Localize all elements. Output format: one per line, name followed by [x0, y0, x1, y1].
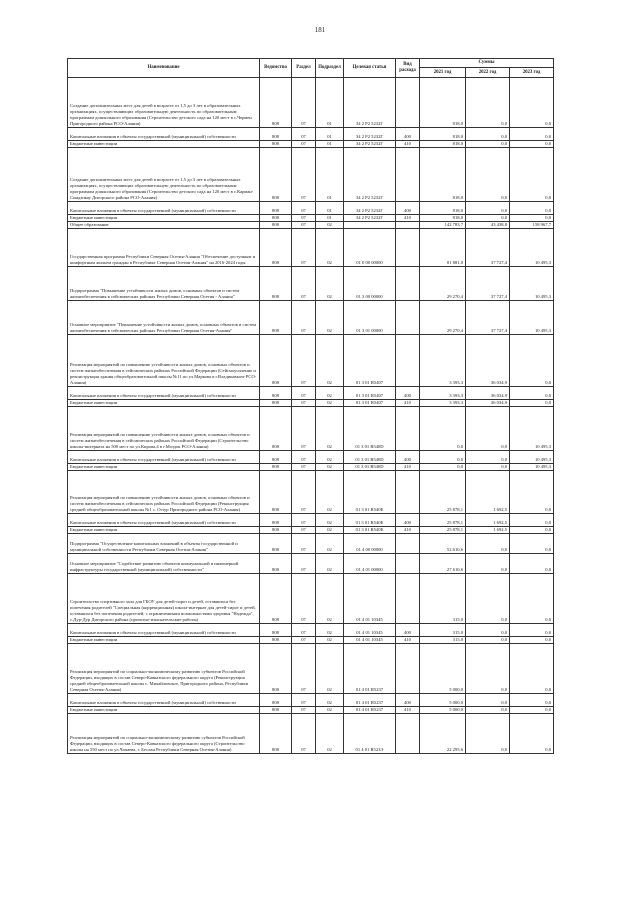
cell-sum-2023: 0,0	[510, 574, 554, 624]
cell-target: 01 3 00 00000	[344, 267, 396, 301]
cell-exp-type	[396, 335, 420, 387]
table-row	[68, 574, 554, 624]
cell-section: 07	[292, 202, 316, 215]
table-row	[68, 464, 554, 471]
cell-subsection: 02	[316, 707, 344, 714]
cell-target: 01 4 01 R5237	[344, 694, 396, 707]
cell-exp-type	[396, 148, 420, 202]
cell-sum-2021: 818,0	[420, 128, 466, 141]
cell-exp-type: 400	[396, 451, 420, 464]
cell-sum-2023: 0,0	[510, 637, 554, 644]
cell-sum-2023: 10 495,3	[510, 301, 554, 335]
cell-section: 07	[292, 464, 316, 471]
budget-table	[67, 58, 554, 754]
cell-ministry: 808	[260, 714, 292, 754]
cell-sum-2021: 818,0	[420, 148, 466, 202]
cell-sum-2023: 0,0	[510, 644, 554, 694]
cell-name: Основное мероприятие "Содействие развитию объектов коммунальной и инженерной инфраструктуры государственной (муниципальной) собственности"	[68, 554, 260, 574]
cell-subsection: 02	[316, 694, 344, 707]
cell-subsection: 02	[316, 267, 344, 301]
cell-name: Бюджетные инвестиции	[68, 215, 260, 222]
cell-sum-2021: 25 878,1	[420, 471, 466, 514]
cell-target: 01 4 01 10345	[344, 637, 396, 644]
cell-sum-2022: 36 034,9	[466, 400, 510, 407]
table-row	[68, 229, 554, 267]
cell-ministry: 808	[260, 514, 292, 527]
table-row	[68, 301, 554, 335]
cell-sum-2021: 5 000,0	[420, 694, 466, 707]
cell-sum-2022: 37 727,4	[466, 229, 510, 267]
cell-subsection: 02	[316, 229, 344, 267]
cell-subsection: 01	[316, 202, 344, 215]
header-subsection: Подраздел	[316, 59, 344, 78]
cell-sum-2021: 25 878,1	[420, 527, 466, 534]
cell-exp-type	[396, 229, 420, 267]
cell-sum-2021: 29 270,4	[420, 267, 466, 301]
cell-target: 01 4 01 10345	[344, 574, 396, 624]
cell-target: 34 2 P2 5232Г	[344, 215, 396, 222]
cell-sum-2023: 0,0	[510, 534, 554, 554]
cell-ministry: 808	[260, 215, 292, 222]
cell-ministry: 808	[260, 148, 292, 202]
cell-sum-2023: 158 967,7	[510, 222, 554, 229]
cell-sum-2022: 0,0	[466, 215, 510, 222]
cell-target: 01 3 01 R540E	[344, 527, 396, 534]
cell-sum-2021: 5 000,0	[420, 644, 466, 694]
cell-sum-2023: 0,0	[510, 148, 554, 202]
table-row	[68, 714, 554, 754]
cell-exp-type	[396, 78, 420, 128]
cell-ministry: 808	[260, 644, 292, 694]
cell-section: 07	[292, 387, 316, 400]
cell-ministry: 808	[260, 267, 292, 301]
cell-target: 01 3 01 00000	[344, 301, 396, 335]
cell-sum-2021: 818,0	[420, 215, 466, 222]
table-row	[68, 554, 554, 574]
table-row	[68, 694, 554, 707]
table-row	[68, 534, 554, 554]
cell-sum-2023: 0,0	[510, 387, 554, 400]
cell-name: Капитальные вложения в объекты государственной (муниципальной) собственности	[68, 514, 260, 527]
cell-section: 07	[292, 451, 316, 464]
cell-sum-2022: 0,0	[466, 714, 510, 754]
cell-sum-2021: 3 393,3	[420, 400, 466, 407]
table-row	[68, 471, 554, 514]
cell-section: 07	[292, 229, 316, 267]
cell-ministry: 808	[260, 222, 292, 229]
cell-sum-2022: 1 692,5	[466, 471, 510, 514]
cell-subsection: 02	[316, 527, 344, 534]
cell-subsection: 02	[316, 400, 344, 407]
cell-sum-2023: 10 495,3	[510, 267, 554, 301]
cell-ministry: 808	[260, 574, 292, 624]
cell-subsection: 01	[316, 148, 344, 202]
cell-name: Создание дополнительных мест для детей в возрасте от 1,5 до 3 лет в образовательных организациях, осуществляющих образовательную деятельность по образовательным программам дошкольного образования (Строительство детского сада на 120 мест в с.Карман-Синдзикау Дигорского района РСО-Алания)	[68, 148, 260, 202]
cell-sum-2022: 0,0	[466, 202, 510, 215]
cell-sum-2022: 0,0	[466, 574, 510, 624]
cell-ministry: 808	[260, 464, 292, 471]
cell-name: Реализация мероприятий по социально-экономическому развитию субъектов Российской Федерации, входящих в состав Северо-Кавказского федерального округа (Строительство школы на 550 мест по ул.Чапаева, г. Беслан Республики Северная Осетия-Алания)	[68, 714, 260, 754]
cell-ministry: 808	[260, 624, 292, 637]
cell-sum-2021: 0,0	[420, 464, 466, 471]
cell-target: 01 4 01 00000	[344, 554, 396, 574]
cell-exp-type: 400	[396, 624, 420, 637]
cell-section: 07	[292, 128, 316, 141]
cell-subsection: 02	[316, 644, 344, 694]
cell-subsection: 01	[316, 215, 344, 222]
table-row	[68, 128, 554, 141]
table-row	[68, 267, 554, 301]
cell-section: 07	[292, 222, 316, 229]
cell-target: 01 0 00 00000	[344, 229, 396, 267]
cell-sum-2021: 142 783,7	[420, 222, 466, 229]
cell-ministry: 808	[260, 301, 292, 335]
cell-sum-2021: 52 610,6	[420, 534, 466, 554]
header-year-2021: 2021 год	[420, 68, 466, 78]
table-row	[68, 148, 554, 202]
cell-target: 01 3 01 R540D	[344, 464, 396, 471]
cell-target: 34 2 P2 5232Г	[344, 202, 396, 215]
header-section: Раздел	[292, 59, 316, 78]
cell-exp-type	[396, 267, 420, 301]
cell-name: Бюджетные инвестиции	[68, 141, 260, 148]
cell-sum-2021: 315,0	[420, 624, 466, 637]
cell-ministry: 808	[260, 534, 292, 554]
cell-sum-2021: 315,0	[420, 637, 466, 644]
cell-ministry: 808	[260, 128, 292, 141]
cell-sum-2022: 1 692,5	[466, 527, 510, 534]
cell-exp-type: 410	[396, 141, 420, 148]
cell-section: 07	[292, 534, 316, 554]
cell-section: 07	[292, 554, 316, 574]
cell-sum-2023: 10 495,3	[510, 451, 554, 464]
table-row	[68, 222, 554, 229]
cell-sum-2022: 0,0	[466, 644, 510, 694]
cell-subsection: 02	[316, 335, 344, 387]
cell-subsection: 02	[316, 464, 344, 471]
cell-sum-2021: 0,0	[420, 407, 466, 451]
cell-sum-2022: 0,0	[466, 148, 510, 202]
table-row	[68, 451, 554, 464]
cell-sum-2021: 0,0	[420, 451, 466, 464]
cell-sum-2021: 5 000,0	[420, 707, 466, 714]
cell-sum-2023: 10 495,3	[510, 464, 554, 471]
cell-target: 01 3 01 R540D	[344, 451, 396, 464]
cell-sum-2022: 0,0	[466, 637, 510, 644]
cell-name: Основное мероприятие "Повышение устойчивости жилых домов, основных объектов и систем жизнеобеспечения в сейсмических районах Республики Северная Осетия-Алания"	[68, 301, 260, 335]
cell-ministry: 808	[260, 400, 292, 407]
cell-sum-2022: 1 692,5	[466, 514, 510, 527]
header-year-2023: 2023 год	[510, 68, 554, 78]
cell-sum-2022: 0,0	[466, 534, 510, 554]
cell-exp-type	[396, 534, 420, 554]
cell-target: 01 4 01 R523Э	[344, 714, 396, 754]
cell-name: Строительство спортивного зала для ГБОУ для детей-сирот и детей, оставшихся без попечения родителей "Специальная (коррекционная) школа-интернат для детей-сирот и детей, оставшихся без попечения родителей, с ограниченными возможностями здоровья "Надежда", с.Дур-Дур Дигорского района (проектно-изыскательские работы)	[68, 574, 260, 624]
cell-sum-2023: 0,0	[510, 624, 554, 637]
cell-target: 01 3 01 R5407	[344, 335, 396, 387]
cell-name: Реализация мероприятий по социально-экономическому развитию субъектов Российской Федерации, входящих в состав Северо-Кавказского федерального округа (Реконструкция средней общеобразовательной школы с. Михайловское, Пригородного района, Республики Северная Осетия-Алания)	[68, 644, 260, 694]
cell-sum-2023: 0,0	[510, 707, 554, 714]
cell-exp-type	[396, 644, 420, 694]
cell-section: 07	[292, 407, 316, 451]
cell-subsection: 02	[316, 534, 344, 554]
cell-name: Капитальные вложения в объекты государственной (муниципальной) собственности	[68, 128, 260, 141]
cell-section: 07	[292, 624, 316, 637]
cell-target: 34 2 P2 5232Г	[344, 141, 396, 148]
cell-exp-type: 410	[396, 464, 420, 471]
cell-sum-2023: 0,0	[510, 527, 554, 534]
cell-name: Общее образование	[68, 222, 260, 229]
cell-name: Реализация мероприятий по повышению устойчивости жилых домов, основных объектов и систем жизнеобеспечения в сейсмических районах Российской Федерации (Сейсмоусиление и реконструкция здания общеобразовательной школы №11 по ул.Маркова в г.Владикавказе РСО-Алания)	[68, 335, 260, 387]
cell-sum-2023: 0,0	[510, 694, 554, 707]
cell-exp-type: 410	[396, 215, 420, 222]
table-row	[68, 400, 554, 407]
cell-sum-2023: 0,0	[510, 215, 554, 222]
cell-exp-type	[396, 554, 420, 574]
cell-ministry: 808	[260, 707, 292, 714]
cell-section: 07	[292, 301, 316, 335]
header-name: Наименование	[68, 59, 260, 78]
cell-target: 01 3 01 R5407	[344, 400, 396, 407]
cell-ministry: 808	[260, 407, 292, 451]
cell-sum-2021: 27 610,6	[420, 554, 466, 574]
cell-name: Реализация мероприятий по повышению устойчивости жилых домов, основных объектов и систем жизнеобеспечения в сейсмических районах Российской Федерации (Строительство школы-интерната на 500 мест по ул.Кирова,4 в г.Моздок РСО-Алания)	[68, 407, 260, 451]
cell-name: Реализация мероприятий по повышению устойчивости жилых домов, основных объектов и систем жизнеобеспечения в сейсмических районах Российской Федерации (Реконструкция средней общеобразовательной школы №1 с. Octyp Пригородного района РСО-Алания)	[68, 471, 260, 514]
cell-section: 07	[292, 714, 316, 754]
cell-section: 07	[292, 527, 316, 534]
cell-section: 07	[292, 637, 316, 644]
cell-sum-2023: 0,0	[510, 400, 554, 407]
cell-sum-2021: 29 270,4	[420, 301, 466, 335]
table-row	[68, 335, 554, 387]
cell-subsection: 02	[316, 471, 344, 514]
cell-sum-2023: 0,0	[510, 335, 554, 387]
table-row	[68, 215, 554, 222]
header-sums: Суммы	[420, 59, 554, 68]
page-number: 181	[314, 26, 326, 34]
cell-section: 07	[292, 215, 316, 222]
cell-ministry: 808	[260, 451, 292, 464]
cell-name: Создание дополнительных мест для детей в возрасте от 1,5 до 3 лет в образовательных организациях, осуществляющих образовательную деятельность по образовательным программам дошкольного образования (Строительство детского сада на 120 мест в с.Чермен Пригородного района РСО-Алания)	[68, 78, 260, 128]
cell-sum-2023: 0,0	[510, 141, 554, 148]
table-row	[68, 78, 554, 128]
cell-target: 01 4 01 R5237	[344, 644, 396, 694]
cell-exp-type	[396, 301, 420, 335]
cell-ministry: 808	[260, 694, 292, 707]
cell-subsection: 02	[316, 514, 344, 527]
cell-exp-type: 400	[396, 514, 420, 527]
cell-sum-2022: 0,0	[466, 464, 510, 471]
cell-sum-2023: 0,0	[510, 471, 554, 514]
cell-ministry: 808	[260, 637, 292, 644]
cell-section: 07	[292, 471, 316, 514]
cell-sum-2022: 0,0	[466, 128, 510, 141]
cell-sum-2021: 81 881,0	[420, 229, 466, 267]
cell-target: 01 4 01 10345	[344, 624, 396, 637]
table-row	[68, 202, 554, 215]
table-row	[68, 141, 554, 148]
cell-sum-2021: 3 393,3	[420, 387, 466, 400]
cell-section: 07	[292, 78, 316, 128]
cell-target: 34 2 P2 5232Г	[344, 128, 396, 141]
cell-exp-type: 410	[396, 707, 420, 714]
cell-exp-type: 410	[396, 527, 420, 534]
cell-section: 07	[292, 694, 316, 707]
cell-target	[344, 222, 396, 229]
cell-subsection: 02	[316, 554, 344, 574]
header-target: Целевая статья	[344, 59, 396, 78]
table-row	[68, 637, 554, 644]
cell-section: 07	[292, 707, 316, 714]
cell-exp-type: 410	[396, 400, 420, 407]
cell-section: 07	[292, 141, 316, 148]
cell-subsection: 01	[316, 141, 344, 148]
cell-ministry: 808	[260, 141, 292, 148]
cell-target: 01 3 01 R5407	[344, 387, 396, 400]
table-row	[68, 707, 554, 714]
header-ministry: Ведомство	[260, 59, 292, 78]
cell-section: 07	[292, 267, 316, 301]
cell-sum-2023: 0,0	[510, 514, 554, 527]
cell-name: Бюджетные инвестиции	[68, 400, 260, 407]
cell-sum-2022: 0,0	[466, 141, 510, 148]
cell-section: 07	[292, 644, 316, 694]
table-row	[68, 387, 554, 400]
cell-sum-2022: 0,0	[466, 451, 510, 464]
cell-sum-2023: 10 495,3	[510, 229, 554, 267]
cell-exp-type: 400	[396, 694, 420, 707]
cell-target: 34 2 P2 5232Г	[344, 148, 396, 202]
cell-subsection: 02	[316, 451, 344, 464]
cell-section: 07	[292, 514, 316, 527]
cell-sum-2022: 37 727,4	[466, 301, 510, 335]
cell-section: 07	[292, 400, 316, 407]
cell-sum-2021: 818,0	[420, 141, 466, 148]
cell-sum-2022: 0,0	[466, 707, 510, 714]
cell-sum-2021: 25 878,1	[420, 514, 466, 527]
cell-sum-2022: 36 034,9	[466, 335, 510, 387]
table-body	[68, 78, 554, 754]
cell-name: Бюджетные инвестиции	[68, 637, 260, 644]
cell-sum-2022: 36 034,9	[466, 387, 510, 400]
cell-sum-2023: 10 495,3	[510, 407, 554, 451]
cell-name: Капитальные вложения в объекты государственной (муниципальной) собственности	[68, 202, 260, 215]
table-row	[68, 644, 554, 694]
cell-ministry: 808	[260, 202, 292, 215]
table-row	[68, 624, 554, 637]
cell-name: Капитальные вложения в объекты государственной (муниципальной) собственности	[68, 387, 260, 400]
cell-subsection: 02	[316, 387, 344, 400]
cell-sum-2022: 0,0	[466, 554, 510, 574]
header-exp-type: Вид расхода	[396, 59, 420, 78]
cell-exp-type	[396, 471, 420, 514]
cell-sum-2021: 818,0	[420, 78, 466, 128]
cell-target: 34 2 P2 5232Г	[344, 78, 396, 128]
cell-subsection: 02	[316, 637, 344, 644]
cell-name: Бюджетные инвестиции	[68, 464, 260, 471]
cell-ministry: 808	[260, 527, 292, 534]
cell-ministry: 808	[260, 387, 292, 400]
cell-name: Государственная программа Республики Северная Осетия-Алания "Обеспечение доступным и комфортным жильем граждан в Республике Северная Осетия-Алания" на 2016-2024 годы	[68, 229, 260, 267]
cell-section: 07	[292, 148, 316, 202]
cell-target: 01 4 01 R5237	[344, 707, 396, 714]
cell-exp-type: 400	[396, 202, 420, 215]
cell-subsection: 02	[316, 574, 344, 624]
cell-target: 01 3 01 R540D	[344, 407, 396, 451]
cell-sum-2021: 315,0	[420, 574, 466, 624]
cell-sum-2022: 0,0	[466, 78, 510, 128]
cell-exp-type	[396, 222, 420, 229]
cell-sum-2022: 37 727,4	[466, 267, 510, 301]
table-row	[68, 514, 554, 527]
cell-ministry: 808	[260, 471, 292, 514]
cell-exp-type: 410	[396, 637, 420, 644]
cell-name: Капитальные вложения в объекты государственной (муниципальной) собственности	[68, 694, 260, 707]
cell-exp-type	[396, 714, 420, 754]
cell-name: Бюджетные инвестиции	[68, 527, 260, 534]
cell-exp-type: 400	[396, 387, 420, 400]
table-row	[68, 407, 554, 451]
cell-ministry: 808	[260, 554, 292, 574]
cell-sum-2023: 0,0	[510, 554, 554, 574]
cell-name: Капитальные вложения в объекты государственной (муниципальной) собственности	[68, 451, 260, 464]
cell-subsection: 01	[316, 128, 344, 141]
cell-sum-2021: 3 393,3	[420, 335, 466, 387]
cell-ministry: 808	[260, 335, 292, 387]
cell-subsection: 02	[316, 714, 344, 754]
header-year-2022: 2022 год	[466, 68, 510, 78]
cell-section: 07	[292, 574, 316, 624]
cell-name: Подпрограмма "Осуществление капитальных вложений в объекты государственной и муниципальной собственности Республики Северная Осетия-Алания"	[68, 534, 260, 554]
cell-sum-2021: 818,0	[420, 202, 466, 215]
cell-ministry: 808	[260, 229, 292, 267]
cell-sum-2022: 43 438,8	[466, 222, 510, 229]
cell-target: 01 3 01 R540E	[344, 514, 396, 527]
cell-subsection: 02	[316, 624, 344, 637]
cell-sum-2023: 0,0	[510, 714, 554, 754]
cell-subsection: 02	[316, 301, 344, 335]
cell-subsection: 02	[316, 222, 344, 229]
cell-subsection: 02	[316, 407, 344, 451]
cell-sum-2021: 22 295,6	[420, 714, 466, 754]
cell-exp-type	[396, 407, 420, 451]
cell-target: 01 4 00 00000	[344, 534, 396, 554]
cell-sum-2023: 0,0	[510, 202, 554, 215]
cell-ministry: 808	[260, 78, 292, 128]
cell-subsection: 01	[316, 78, 344, 128]
cell-name: Капитальные вложения в объекты государственной (муниципальной) собственности	[68, 624, 260, 637]
table-row	[68, 527, 554, 534]
cell-sum-2023: 0,0	[510, 78, 554, 128]
cell-exp-type: 400	[396, 128, 420, 141]
cell-section: 07	[292, 335, 316, 387]
cell-sum-2023: 0,0	[510, 128, 554, 141]
cell-sum-2022: 0,0	[466, 694, 510, 707]
cell-sum-2022: 0,0	[466, 624, 510, 637]
cell-target: 01 3 01 R540E	[344, 471, 396, 514]
cell-exp-type	[396, 574, 420, 624]
cell-name: Подпрограмма "Повышение устойчивости жилых домов, основных объектов и систем жизнеобеспечения в сейсмических районах Республики Северная Осетия - Алания"	[68, 267, 260, 301]
cell-sum-2022: 0,0	[466, 407, 510, 451]
cell-name: Бюджетные инвестиции	[68, 707, 260, 714]
